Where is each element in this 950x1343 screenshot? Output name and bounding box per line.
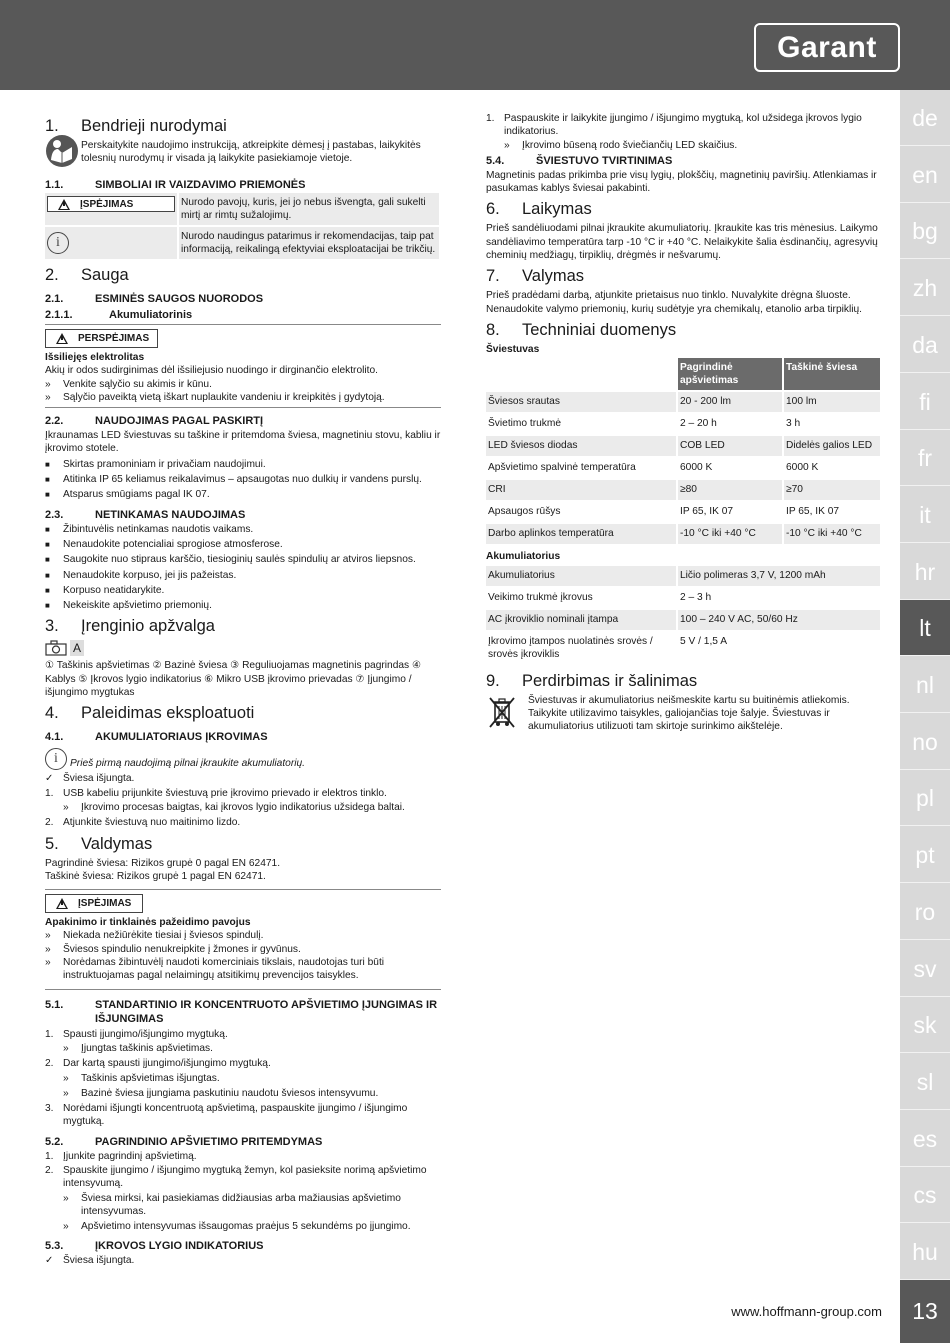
table-cell: Įkrovimo įtampos nuolatinės srovės / srovės įkroviklis: [486, 631, 677, 666]
subsection-heading: 4.1. AKUMULIATORIAUS ĮKROVIMAS: [45, 731, 268, 744]
table-cell: Ličio polimeras 3,7 V, 1200 mAh: [677, 566, 881, 587]
language-tabs: [900, 90, 950, 1343]
info-note: i Prieš pirmą naudojimą pilnai įkraukite akumuliatorių.: [45, 748, 441, 770]
lang-tab-pl[interactable]: pl: [900, 770, 950, 826]
table-cell: 100 – 240 V AC, 50/60 Hz: [677, 609, 881, 631]
table-cell: -10 °C iki +40 °C: [783, 523, 881, 545]
table-cell: AC įkroviklio nominali įtampa: [486, 609, 677, 631]
lang-tab-nl[interactable]: nl: [900, 657, 950, 713]
info-icon: i: [45, 748, 67, 770]
subsubsection-heading: 2.1.1. Akumuliatorinis: [45, 309, 193, 321]
lang-tab-de[interactable]: de: [900, 90, 950, 146]
camera-icon: [45, 640, 67, 656]
table-cell: -10 °C iki +40 °C: [677, 523, 783, 545]
subsection-heading: 2.3. NETINKAMAS NAUDOJIMAS: [45, 508, 246, 521]
symbols-table: ĮSPĖJIMAS Nurodo pavojų, kuris, jei jo nebus išvengta, gali sukelti mirtį ar rimtų sužalojimų. i Nurodo naudingus patarimus ir rekomendacijas, taip pat informaciją, reikalingą efektyviai eksploatacijai be trikčių.: [45, 193, 441, 261]
lang-tab-da[interactable]: da: [900, 317, 950, 373]
disposal-note: Šviestuvas ir akumuliatorius neišmeskite kartu su buitinėmis atliekomis. Taikykite utilizavimo taisykles, galiojančias toje šalyje. Šviestuvas ir akumuliatorius utilizuoti tam skirtoje surinkimo aikštelėje.: [486, 694, 882, 734]
table-cell: 2 – 3 h: [677, 587, 881, 609]
table-row: [486, 501, 881, 523]
section-heading: 2. Sauga: [45, 266, 129, 284]
table-row: [486, 609, 881, 631]
section-heading: 6. Laikymas: [486, 200, 592, 219]
table-cell: Švietimo trukmė: [486, 413, 677, 435]
table-cell: LED šviesos diodas: [486, 435, 677, 457]
subsection-heading: 2.1. ESMINĖS SAUGOS NUORODOS: [45, 293, 264, 305]
section-heading: 1. Bendrieji nurodymai: [45, 117, 227, 135]
table-row: [486, 523, 881, 545]
lang-tab-lt[interactable]: lt: [900, 600, 950, 656]
table-cell: Akumuliatorius: [486, 566, 677, 587]
lang-tab-bg[interactable]: bg: [900, 203, 950, 259]
table-row: [486, 435, 881, 457]
subsection-heading: 2.2. NAUDOJIMAS PAGAL PASKIRTĮ: [45, 415, 264, 428]
lang-tab-fi[interactable]: fi: [900, 374, 950, 430]
table-cell: IP 65, IK 07: [783, 501, 881, 523]
lang-tab-sl[interactable]: sl: [900, 1054, 950, 1110]
table-cell: 20 - 200 lm: [677, 391, 783, 413]
crossed-bin-icon: [486, 694, 518, 730]
section-heading: 9. Perdirbimas ir šalinimas: [486, 671, 698, 690]
table-cell: 6000 K: [677, 457, 783, 479]
lang-tab-cs[interactable]: cs: [900, 1167, 950, 1223]
lang-tab-hr[interactable]: hr: [900, 544, 950, 600]
battery-spec-table: [486, 566, 882, 667]
info-icon: i: [47, 232, 69, 254]
page-number: 13: [900, 1280, 950, 1343]
table-row: [486, 479, 881, 501]
table-cell: Apsaugos rūšys: [486, 501, 677, 523]
table-cell: 3 h: [783, 413, 881, 435]
subsection-heading: 5.2. PAGRINDINIO APŠVIETIMO PRITEMDYMAS: [45, 1135, 323, 1148]
table-row: [486, 457, 881, 479]
electrolyte-measures: » Venkite sąlyčio su akimis ir kūnu. » Sąlyčio paveiktą vietą iškart nuplaukite vandeniu ir kreipkitės į gydytoją.: [45, 378, 385, 403]
table-cell: Šviesos srautas: [486, 391, 677, 413]
section-heading: 8. Techniniai duomenys: [486, 320, 677, 339]
footer-url[interactable]: www.hoffmann-group.com: [731, 1304, 882, 1319]
section-heading: 3. Įrenginio apžvalga: [45, 617, 215, 636]
table-cell: 5 V / 1,5 A: [677, 631, 881, 666]
table-cell: Veikimo trukmė įkrovus: [486, 587, 677, 609]
subsection-heading: 5.3. ĮKROVOS LYGIO INDIKATORIUS: [45, 1240, 264, 1253]
table-cell: 6000 K: [783, 457, 881, 479]
table-cell: Apšvietimo spalvinė temperatūra: [486, 457, 677, 479]
figure-reference: A: [45, 639, 441, 657]
table-cell: COB LED: [677, 435, 783, 457]
table-cell: 100 lm: [783, 391, 881, 413]
table-cell: CRI: [486, 479, 677, 501]
table-row: [486, 413, 881, 435]
table-row: [486, 391, 881, 413]
luminaire-spec-table: [486, 358, 882, 546]
table-cell: Darbo aplinkos temperatūra: [486, 523, 677, 545]
lang-tab-en[interactable]: en: [900, 147, 950, 203]
read-manual-note: Perskaitykite naudojimo instrukciją, atkreipkite dėmesį į pastabas, laikykitės tolesnių nurodymų ir visada ją laikykite pasiekiamoje vietoje.: [45, 139, 441, 168]
lang-tab-it[interactable]: it: [900, 487, 950, 543]
lang-tab-es[interactable]: es: [900, 1111, 950, 1167]
subsection-heading: 5.1. STANDARTINIO IR KONCENTRUOTO APŠVIETIMO ĮJUNGIMAS IR IŠJUNGIMAS: [45, 998, 438, 1025]
caution-label: PERSPĖJIMAS: [45, 329, 158, 348]
lang-tab-pt[interactable]: pt: [900, 827, 950, 883]
lang-tab-sv[interactable]: sv: [900, 941, 950, 997]
table-cell: ≥70: [783, 479, 881, 501]
table-cell: ≥80: [677, 479, 783, 501]
table-cell: 2 – 20 h: [677, 413, 783, 435]
lang-tab-zh[interactable]: zh: [900, 260, 950, 316]
right-column: 1. Paspauskite ir laikykite įjungimo / išjungimo mygtuką, kol užsidega įkrovos lygio indikatorius. » Įkrovimo būseną rodo šviečiančių LED skaičius. 5.4. ŠVIESTUVO TVIRTINIMAS Magnetinis padas prikimba prie visų lygių, plokščių, magnetinių paviršių. Atlenkiamas ir pasukamas kablys šviesai pakabinti. 6. Laikymas Prieš sandėliuodami pilnai įkraukite akumuliatorių. Įkraukite kas tris mėnesius. Laikymo sandėliavimo temperatūra tarp -10 °C ir +40 °C. Nelaikykite šalia ėsdinančių, agresyvių cheminių medžiagų, tirpiklių, drėgmės ir nešvarumų. 7. Valymas Prieš pradėdami darbą, atjunkite prietaisus nuo tinklo. Nuvalykite drėgna šluoste. Nenaudokite valymo priemonių, kurių sudėtyje yra chemikalų, etanolio arba tirpiklių. 8. Techniniai duomenys Šviestuvas Pagrindinė apšvietimas Taškinė šviesa Šviesos srautas 20 - 200 lm 100 lm Švietimo trukmė 2 – 20 h 3 h LED šviesos diodas COB LED Didelės galios LED Apšvietimo spalvinė temperatūra 6000 K 6000 K CRI ≥80 ≥70 Apsaugos rūšys IP 65, IK 07 IP 65, IK 07 Darbo aplinkos temperatūra -10 °C iki +40 °C -10 °C iki +40 °C Akumuliatorius Akumuliatorius Ličio polimeras 3,7 V, 1200 mAh Veikimo trukmė įkrovus 2 – 3 h AC įkroviklio nominali įtampa 100 – 240 V AC, 50/60 Hz Įkrovimo įtampos nuolatinės srovės / srovės įkroviklis 5 V / 1,5 A 9. Perdirbimas ir šalinimas Šviestuvas ir akumuliatorius neišmeskite kartu su buitinėmis atliekomis. Taikykite utilizavimo taisykles, galiojančias toje šalyje. Šviestuvas ir akumuliatorius utilizuoti tam skirtoje surinkimo aikštelėje.: [486, 112, 882, 733]
warning-icon: [58, 199, 70, 210]
subsection-heading: 5.4. ŠVIESTUVO TVIRTINIMAS: [486, 154, 673, 167]
table-row: [486, 587, 881, 609]
subsection-heading: 1.1. SIMBOLIAI IR VAIZDAVIMO PRIEMONĖS: [45, 179, 306, 191]
table-row: [486, 631, 881, 666]
table-header: Pagrindinė apšvietimas Taškinė šviesa: [486, 358, 881, 391]
read-manual-icon: [45, 134, 79, 168]
lang-tab-fr[interactable]: fr: [900, 430, 950, 486]
header-bar: [0, 0, 950, 90]
section-heading: 5. Valdymas: [45, 834, 153, 853]
lang-tab-no[interactable]: no: [900, 714, 950, 770]
table-cell: Didelės galios LED: [783, 435, 881, 457]
table-cell: IP 65, IK 07: [677, 501, 783, 523]
warning-label: ĮSPĖJIMAS: [47, 196, 175, 212]
warning-label: ĮSPĖJIMAS: [45, 894, 143, 913]
warning-icon: [56, 333, 68, 344]
lang-tab-ro[interactable]: ro: [900, 884, 950, 940]
garant-logo: Garant: [754, 23, 900, 72]
lang-tab-sk[interactable]: sk: [900, 997, 950, 1053]
section-heading: 7. Valymas: [486, 267, 585, 286]
table-row: [486, 566, 881, 587]
section-heading: 4. Paleidimas eksploatuoti: [45, 704, 255, 723]
left-column: 1. Bendrieji nurodymai Perskaitykite naudojimo instrukciją, atkreipkite dėmesį į pastabas, laikykitės tolesnių nurodymų ir visada ją laikykite pasiekiamoje vietoje. 1.1. SIMBOLIAI IR VAIZDAVIMO PRIEMONĖS ĮSPĖJIMAS Nurodo pavojų, kuris, jei jo nebus išvengta, gali sukelti mirtį ar rimtų sužalojimų. i Nurodo naudingus patarimus ir rekomendacijas, taip pat informaciją, reikalingą efektyviai eksploatacijai be trikčių. 2. Sauga 2.1. ESMINĖS SAUGOS NUORODOS 2.1.1. Akumuliatorinis PERSPĖJIMAS Išsiliejęs elektrolitas Akių ir odos sudirginimas dėl išsiliejusio nuodingo ir dirginančio elektrolito. » Venkite sąlyčio su akimis ir kūnu. » Sąlyčio paveiktą vietą iškart nuplaukite vandeniu ir kreipkitės į gydytoją. 2.2. NAUDOJIMAS PAGAL PASKIRTĮ Įkraunamas LED šviestuvas su taškine ir pritemdoma šviesa, magnetiniu stovu, kabliu ir įkrovimo stotele. ■ Skirtas pramoniniam ir privačiam naudojimui. ■ Atitinka IP 65 keliamus reikalavimus – apsaugotas nuo dulkių ir vandens purslų. ■ Atsparus smūgiams pagal IK 07. 2.3. NETINKAMAS NAUDOJIMAS ■ Žibintuvėlis netinkamas naudotis vaikams. ■ Nenaudokite potencialiai sprogiose atmosferose. ■ Saugokite nuo stipraus karščio, tiesioginių saulės spindulių ar atviros liepsnos. ■ Nenaudokite korpuso, jei jis pažeistas. ■ Korpuso neatidarykite. ■ Nekeiskite apšvietimo priemonių. 3. Įrenginio apžvalga A ① Taškinis apšvietimas ② Bazinė šviesa ③ Reguliuojamas magnetinis pagrindas ④ Kablys ⑤ Įkrovos lygio indikatorius ⑥ Mikro USB įkrovimo prievadas ⑦ Įjungimo / išjungimo mygtukas 4. Paleidimas eksploatuoti 4.1. AKUMULIATORIAUS ĮKROVIMAS i Prieš pirmą naudojimą pilnai įkraukite akumuliatorių. ✓ Šviesa išjungta. 1. USB kabeliu prijunkite šviestuvą prie įkrovimo prievado ir elektros tinklo. » Įkrovimo procesas baigtas, kai įkrovos lygio indikatorius užsidega baltai. 2. Atjunkite šviestuvą nuo maitinimo lizdo. 5. Valdymas Pagrindinė šviesa: Rizikos grupė 0 pagal EN 62471. Taškinė šviesa: Rizikos grupė 1 pagal EN 62471. ĮSPĖJIMAS Apakinimo ir tinklainės pažeidimo pavojus » Niekada nežiūrėkite tiesiai į šviesos spindulį. » Šviesos spindulio nenukreipkite į žmones ir gyvūnus. » Norėdamas žibintuvėlį naudoti komerciniais tikslais, naudotojas turi būti instruktuojamas pagal nelaimingų atsitikimų prevencijos taisykles. 5.1. STANDARTINIO IR KONCENTRUOTO APŠVIETIMO ĮJUNGIMAS IR IŠJUNGIMAS 1. Spausti įjungimo/išjungimo mygtuką. » Įjungtas taškinis apšvietimas. 2. Dar kartą spausti įjungimo/išjungimo mygtuką. » Taškinis apšvietimas išjungtas. » Bazinė šviesa įjungiama paskutiniu naudotu šviesos intensyvumu. 3. Norėdami išjungti koncentruotą apšvietimą, paspauskite įjungimo / išjungimo mygtuką. 5.2. PAGRINDINIO APŠVIETIMO PRITEMDYMAS 1. Įjunkite pagrindinį apšvietimą. 2. Spauskite įjungimo / išjungimo mygtuką žemyn, kol pasieksite norimą apšvietimo intensyvumą. » Šviesa mirksi, kai pasiekiamas didžiausias arba mažiausias apšvietimo intensyvumas. » Apšvietimo intensyvumas išsaugomas praėjus 5 sekundėms po įjungimo. 5.3. ĮKROVOS LYGIO INDIKATORIUS ✓ Šviesa išjungta.: [45, 117, 441, 1267]
lang-tab-hu[interactable]: hu: [900, 1224, 950, 1280]
warning-icon: [56, 898, 68, 909]
